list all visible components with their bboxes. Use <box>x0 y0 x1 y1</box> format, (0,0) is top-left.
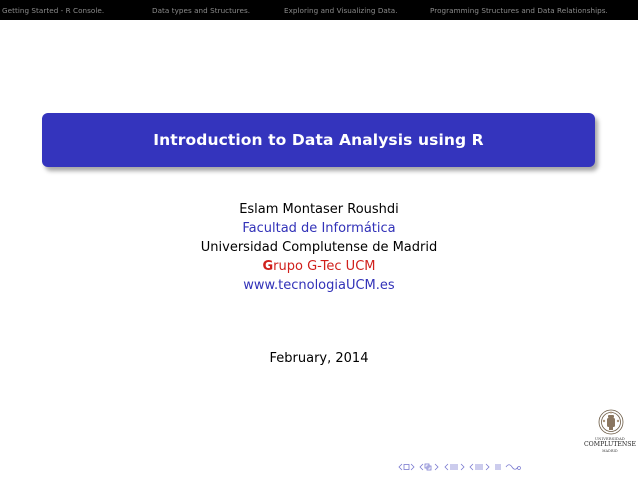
research-group-rest: rupo G-Tec UCM <box>273 259 376 274</box>
nav-section-getting-started[interactable]: Getting Started - R Console. <box>2 5 105 15</box>
website-link[interactable]: www.tecnologiaUCM.es <box>243 278 395 293</box>
nav-subsection-icon[interactable] <box>419 463 441 471</box>
logo-text-universidad: UNIVERSIDAD <box>595 437 625 441</box>
presentation-title: Introduction to Data Analysis using R <box>153 131 484 149</box>
crest-icon <box>588 408 634 438</box>
title-box <box>42 113 595 167</box>
nav-section-data-types[interactable]: Data types and Structures. <box>152 5 251 15</box>
section-navigation-bar <box>0 0 638 20</box>
research-group-initial: G <box>262 259 274 274</box>
nav-section-icon[interactable] <box>444 463 466 471</box>
nav-section-programming-structures[interactable]: Programming Structures and Data Relationships. <box>430 5 608 15</box>
logo-text-madrid: MADRID <box>602 449 618 453</box>
presentation-date: February, 2014 <box>269 351 369 366</box>
nav-search-icon[interactable] <box>505 463 521 471</box>
nav-appendix-icon[interactable] <box>494 463 502 471</box>
university-name: Universidad Complutense de Madrid <box>200 240 438 255</box>
nav-prev-frame-icon[interactable] <box>398 463 416 471</box>
nav-document-icon[interactable] <box>469 463 491 471</box>
nav-section-exploring-data[interactable]: Exploring and Visualizing Data. <box>284 5 398 15</box>
beamer-navigation-symbols <box>398 461 524 473</box>
research-group <box>0 257 638 276</box>
logo-text-complutense: COMPLUTENSE <box>583 441 637 448</box>
author-name: Eslam Montaser Roushdi <box>239 202 399 217</box>
faculty-name: Facultad de Informática <box>242 221 396 236</box>
